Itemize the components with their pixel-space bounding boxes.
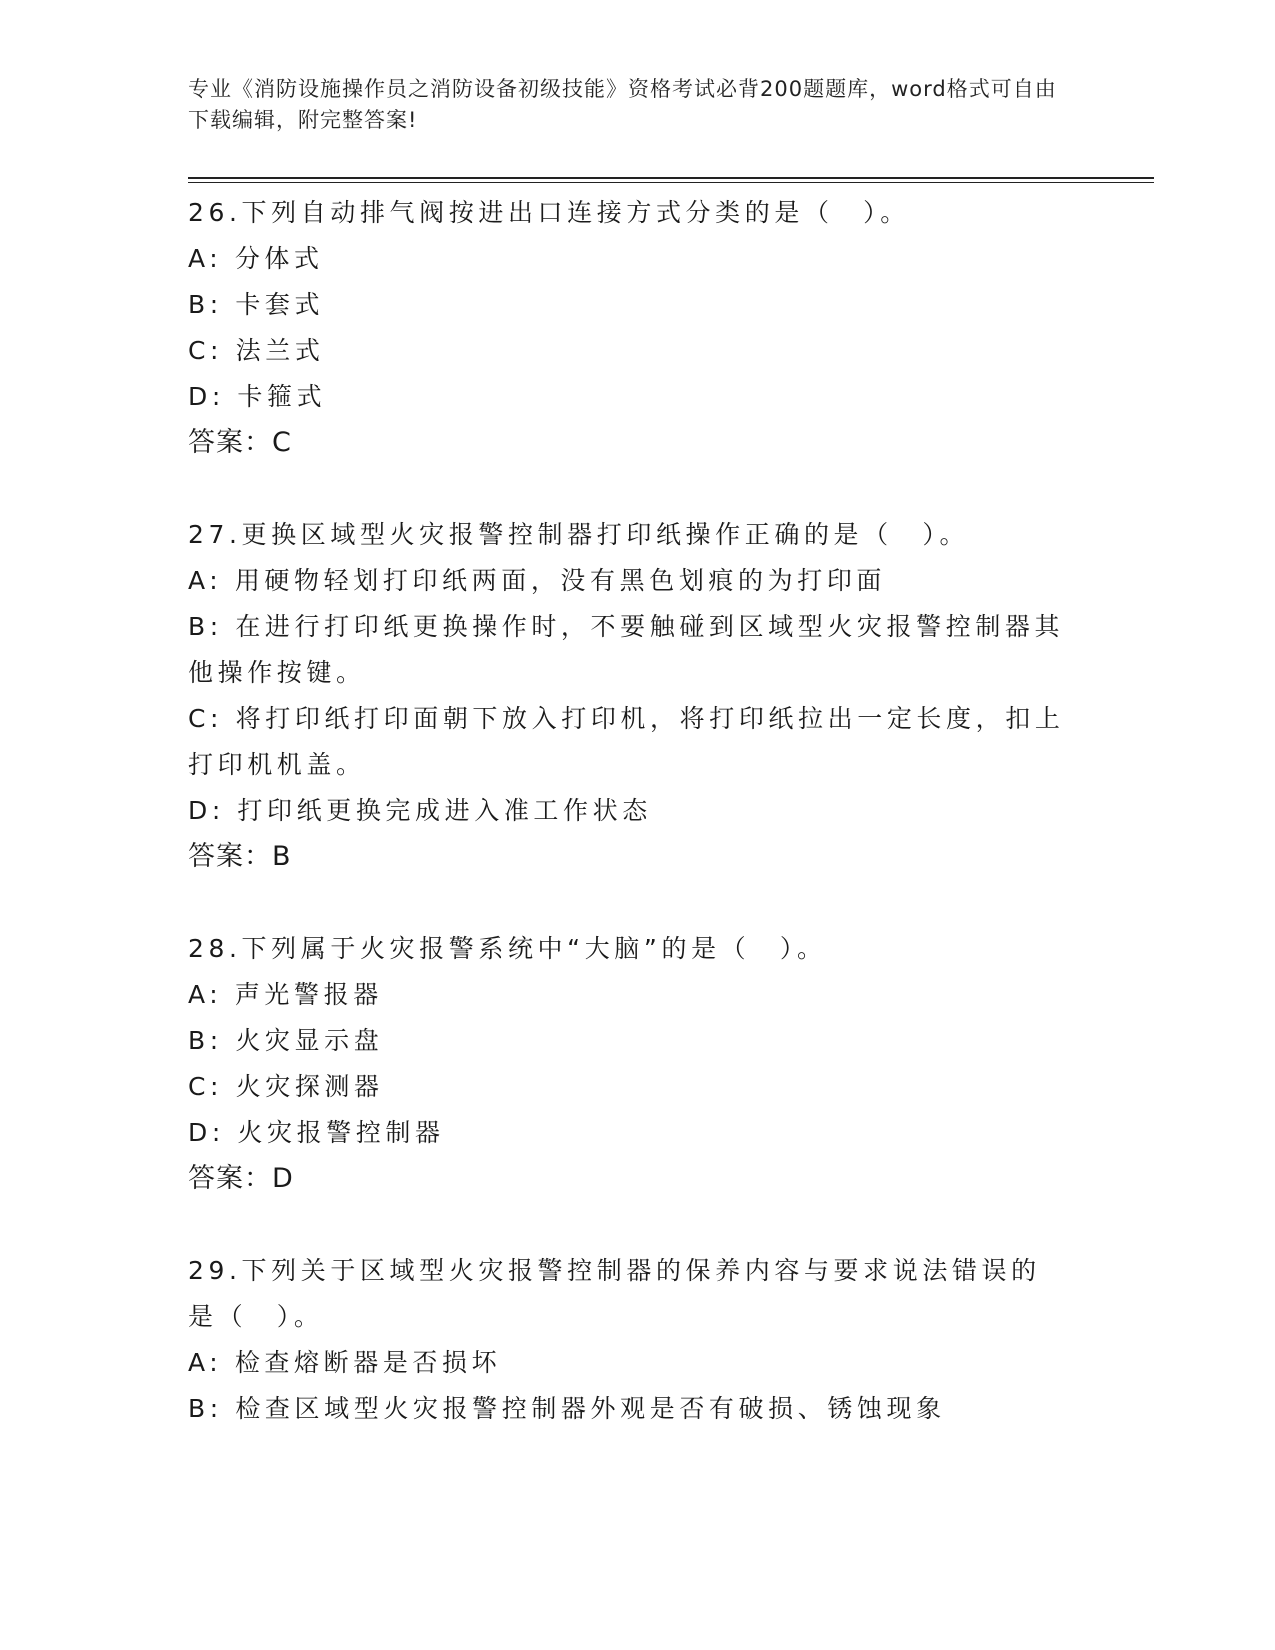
option-b: B: 在进行打印纸更换操作时，不要触碰到区域型火灾报警控制器其他操作按键。 [188, 612, 1065, 687]
option-d: D: 火灾报警控制器 [188, 1118, 445, 1147]
question-list [188, 190, 1068, 1432]
option-a: A: 检查熔断器是否损坏 [188, 1348, 502, 1377]
question-26 [188, 190, 1068, 466]
question-spacer [188, 880, 1068, 926]
option-a: A: 声光警报器 [188, 980, 383, 1009]
option-d: D: 卡箍式 [188, 382, 327, 411]
option-d: D: 打印纸更换完成进入准工作状态 [188, 796, 652, 825]
option-c: C: 法兰式 [188, 336, 325, 365]
question-spacer [188, 1202, 1068, 1248]
option-a: A: 用硬物轻划打印纸两面，没有黑色划痕的为打印面 [188, 566, 887, 595]
option-c: C: 火灾探测器 [188, 1072, 384, 1101]
option-b: B: 检查区域型火灾报警控制器外观是否有破损、锈蚀现象 [188, 1394, 946, 1423]
document-header-title: 专业《消防设施操作员之消防设备初级技能》资格考试必背200题题库，word格式可自由下载编辑，附完整答案! [188, 77, 1057, 132]
question-29 [188, 1248, 1068, 1432]
question-stem: 29.下列关于区域型火灾报警控制器的保养内容与要求说法错误的是（ ）。 [188, 1256, 1041, 1331]
option-c: C: 将打印纸打印面朝下放入打印机，将打印纸拉出一定长度，扣上打印机机盖。 [188, 704, 1065, 779]
question-spacer [188, 466, 1068, 512]
question-stem: 26.下列自动排气阀按进出口连接方式分类的是（ ）。 [188, 198, 910, 227]
question-stem: 27.更换区域型火灾报警控制器打印纸操作正确的是（ ）。 [188, 520, 970, 549]
header-divider-thin [188, 182, 1154, 183]
answer-line: 答案：D [188, 1163, 294, 1194]
question-28 [188, 926, 1068, 1202]
header-divider-thick [188, 177, 1154, 179]
option-a: A: 分体式 [188, 244, 324, 273]
option-b: B: 火灾显示盘 [188, 1026, 384, 1055]
answer-line: 答案：B [188, 841, 292, 872]
answer-line: 答案：C [188, 427, 292, 458]
question-stem: 28.下列属于火灾报警系统中“大脑”的是（ ）。 [188, 934, 827, 963]
question-27 [188, 512, 1068, 880]
option-b: B: 卡套式 [188, 290, 325, 319]
